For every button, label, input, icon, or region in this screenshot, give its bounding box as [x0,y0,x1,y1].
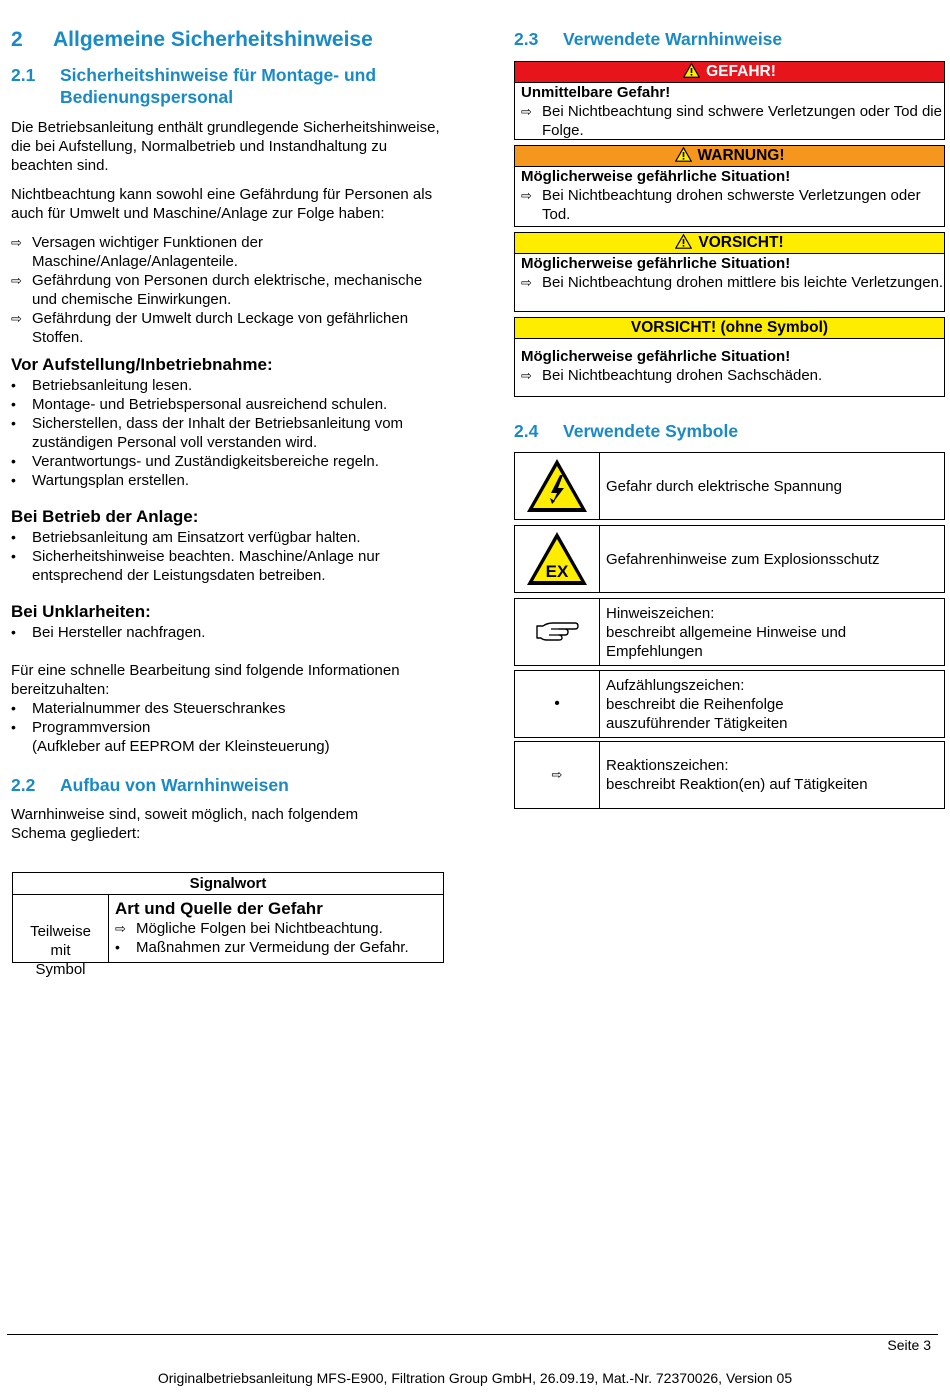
bullet-icon [11,718,25,737]
bullet-icon [11,699,25,718]
warning-title: Unmittelbare Gefahr! [521,84,671,101]
warning-title: Möglicherweise gefährliche Situation! [521,348,791,365]
symbol-cell: Teilweise mit Symbol [13,895,109,962]
list-item: ⇨ Gefährdung der Umwelt durch Leckage von gefährlichen Stoffen. [11,309,447,347]
symbol-description: Hinweiszeichen: beschreibt allgemeine Hinweise und Empfehlungen [606,605,847,660]
symbol-description: Aufzählungszeichen: beschreibt die Reihenfolge auszuführender Tätigkeiten [606,677,788,732]
electric-hazard-icon [515,453,600,519]
bullet-icon [11,376,25,395]
reaction-arrow-icon [11,271,25,290]
signal-word: WARNUNG! [697,147,785,164]
list-item: • Verantwortungs- und Zuständigkeitsbereiche regeln. [11,452,447,471]
bullet-icon [11,395,25,414]
subsection-2-2-heading [11,774,447,796]
list-item: • Betriebsanleitung am Einsatzort verfügbar halten. [11,528,447,547]
reaction-arrow-icon [521,186,535,205]
list-item: • Betriebsanleitung lesen. [11,376,447,395]
warning-scheme-table [12,872,444,978]
danger-warning-box [514,61,945,140]
signal-word: GEFAHR! [706,63,776,80]
caution-warning-box [514,232,945,312]
operation-heading: Bei Betrieb der Anlage: [11,507,199,526]
symbol-row [514,452,945,520]
scheme-intro: Warnhinweise sind, soweit möglich, nach folgendem Schema gegliedert: [11,806,359,842]
warning-warning-box [514,145,945,227]
signal-word-header: Signalwort [13,873,443,895]
warning-title: Möglicherweise gefährliche Situation! [521,255,791,272]
reaction-arrow-icon [11,309,25,328]
info-paragraph: Für eine schnelle Bearbeitung sind folgende Informationen bereitzuhalten: [11,662,400,698]
info-list [11,699,447,756]
list-item: • Maßnahmen zur Vermeidung der Gefahr. [115,938,443,957]
bullet-icon [11,623,25,642]
list-item: ⇨ Gefährdung von Personen durch elektrische, mechanische und chemische Einwirkungen. [11,271,447,309]
consequence-list [11,233,447,347]
reaction-arrow-icon: ⇨ [515,742,600,808]
list-item: ⇨ Bei Nichtbeachtung drohen Sachschäden. [521,366,944,385]
section-title: Allgemeine Sicherheitshinweise [53,28,373,51]
consequence-paragraph: Nichtbeachtung kann sowohl eine Gefährdung für Personen als auch für Umwelt und Maschine/Anlage zur Folge haben: [11,186,433,222]
list-item: ⇨ Versagen wichtiger Funktionen der Maschine/Anlage/Anlagenteile. [11,233,447,271]
caution-signal-bar: VORSICHT! (ohne Symbol) [515,318,944,339]
section-number: 2 [11,28,23,51]
list-item: • Montage- und Betriebspersonal ausreichend schulen. [11,395,447,414]
subsection-2-3-heading [514,28,945,50]
symbol-row [514,741,945,809]
bullet-icon [11,528,25,547]
list-item: • Sicherstellen, dass der Inhalt der Betriebsanleitung vom zuständigen Personal voll verstanden wird. [11,414,447,452]
before-setup-list [11,376,447,490]
bullet-icon [11,547,25,566]
subsection-number: 2.2 [11,775,36,795]
list-item: • Bei Hersteller nachfragen. [11,623,447,642]
list-item: • Materialnummer des Steuerschrankes [11,699,447,718]
symbol-description: Gefahrenhinweise zum Explosionsschutz [606,550,880,568]
warning-title: Möglicherweise gefährliche Situation! [521,168,791,185]
subsection-number: 2.4 [514,421,539,441]
unclear-heading: Bei Unklarheiten: [11,602,151,621]
hazard-title: Art und Quelle der Gefahr [115,899,323,918]
symbol-description: Reaktionszeichen: beschreibt Reaktion(en) auf Tätigkeiten [606,757,868,793]
intro-paragraph: Die Betriebsanleitung enthält grundlegende Sicherheitshinweise, die bei Aufstellung, Normalbetrieb und Instandhaltung zu beachten sind. [11,119,440,174]
scheme-bullet-list [115,938,443,957]
info-note: (Aufkleber auf EEPROM der Kleinsteuerung) [32,738,330,755]
hazard-cell [109,895,443,962]
warning-consequence [521,102,944,140]
warning-consequence [521,366,944,385]
subsection-2-1-heading [11,64,447,108]
operation-list [11,528,447,585]
warning-triangle-icon [675,234,692,249]
footer-divider [7,1334,938,1335]
footer-text: Originalbetriebsanleitung MFS-E900, Filtration Group GmbH, 26.09.19, Mat.-Nr. 72370026, Version 05 [157,1370,793,1386]
bullet-icon [11,452,25,471]
explosion-protection-icon [515,526,600,592]
reaction-arrow-icon [521,102,535,121]
page-number: Seite 3 [887,1337,931,1353]
subsection-title: Verwendete Warnhinweise [563,29,783,49]
before-setup-heading: Vor Aufstellung/Inbetriebnahme: [11,355,273,374]
warning-signal-bar [515,146,944,167]
list-item: ⇨ Bei Nichtbeachtung sind schwere Verletzungen oder Tod die Folge. [521,102,944,140]
warning-consequence [521,186,944,224]
warning-triangle-icon [683,63,700,78]
signal-word: VORSICHT! [698,234,784,251]
list-item: • Wartungsplan erstellen. [11,471,447,490]
reaction-arrow-icon [115,919,129,938]
scheme-arrow-list [115,919,443,938]
list-item: ⇨ Bei Nichtbeachtung drohen mittlere bis leichte Verletzungen. [521,273,944,292]
bullet-icon [11,414,25,433]
subsection-number: 2.1 [11,65,36,85]
reaction-arrow-icon [521,366,535,385]
pointing-hand-icon [515,599,600,665]
list-item: • Sicherheitshinweise beachten. Maschine/Anlage nur entsprechend der Leistungsdaten betreiben. [11,547,447,585]
symbol-row [514,670,945,738]
list-item: ⇨ Mögliche Folgen bei Nichtbeachtung. [115,919,443,938]
caution-no-symbol-warning-box [514,317,945,397]
subsection-title: Verwendete Symbole [563,421,739,441]
list-item: • Programmversion (Aufkleber auf EEPROM der Kleinsteuerung) [11,718,447,756]
bullet-icon [115,938,129,957]
warning-triangle-icon [675,147,692,162]
subsection-number: 2.3 [514,29,539,49]
section-heading [11,26,447,54]
reaction-arrow-icon [11,233,25,252]
bullet-icon: • [515,671,600,737]
symbol-row [514,598,945,666]
caution-signal-bar [515,233,944,254]
subsection-title: Sicherheitshinweise für Montage- und Bedienungspersonal [60,65,377,107]
scheme-row [13,895,443,978]
list-item: ⇨ Bei Nichtbeachtung drohen schwerste Verletzungen oder Tod. [521,186,944,224]
unclear-list [11,623,447,642]
bullet-icon [11,471,25,490]
svg-text:EX: EX [545,562,569,581]
subsection-2-4-heading [514,420,945,442]
subsection-title: Aufbau von Warnhinweisen [60,775,289,795]
left-column [11,26,447,843]
symbol-row [514,525,945,593]
reaction-arrow-icon [521,273,535,292]
danger-signal-bar [515,62,944,83]
symbol-description: Gefahr durch elektrische Spannung [606,477,842,495]
warning-consequence [521,273,944,292]
